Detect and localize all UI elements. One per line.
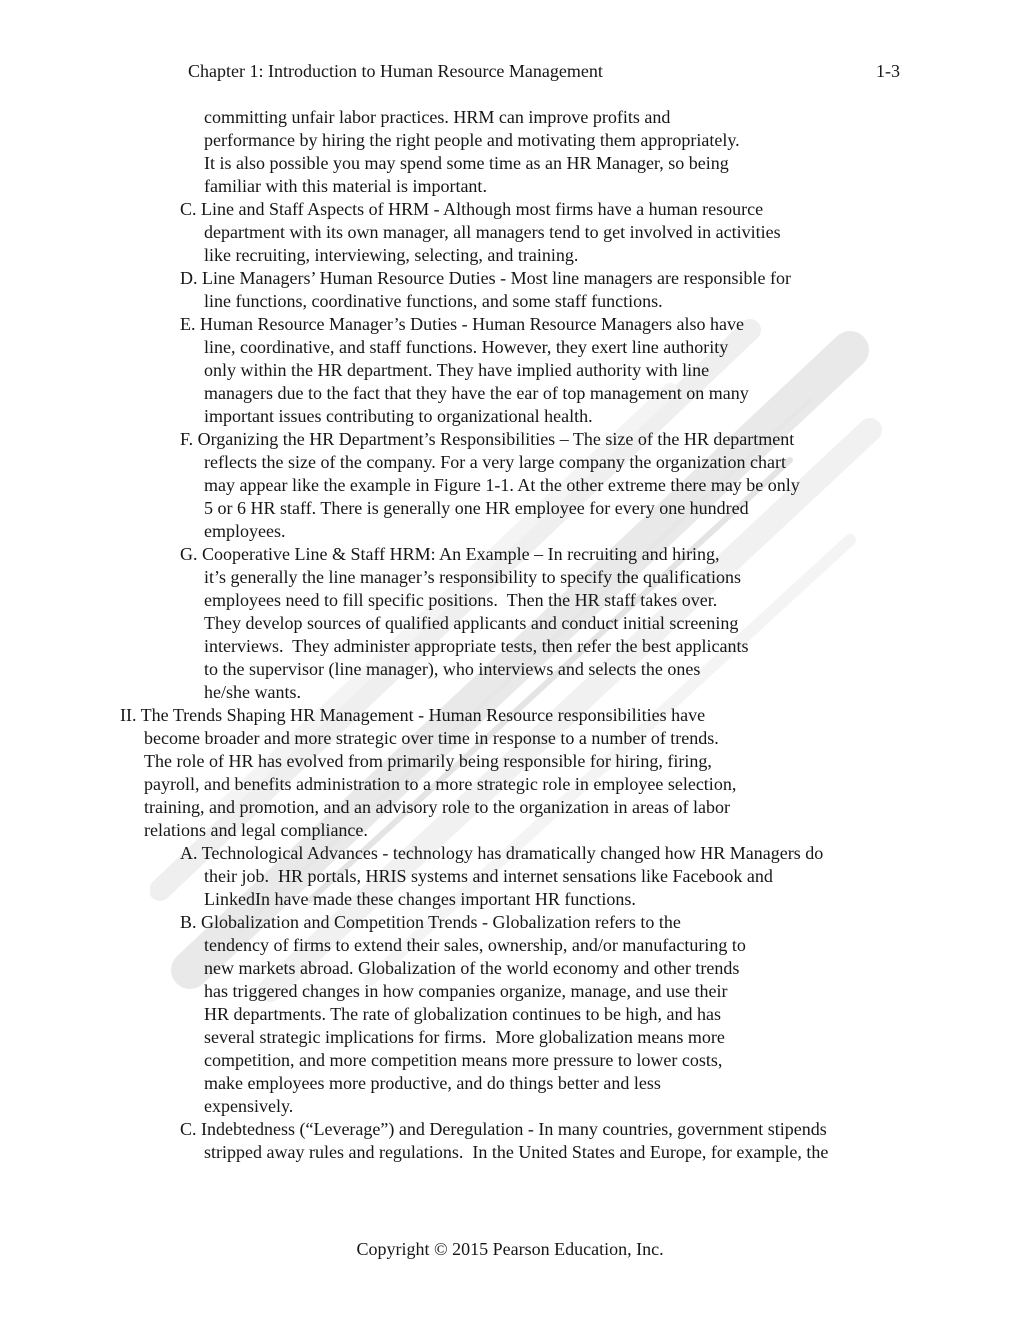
text-line: employees.: [204, 521, 286, 541]
text-line: like recruiting, interviewing, selecting, and training.: [204, 245, 579, 265]
text-line: D. Line Managers’ Human Resource Duties - Most line managers are responsible for: [180, 268, 791, 288]
text-line: B. Globalization and Competition Trends - Globalization refers to the: [180, 912, 681, 932]
text-line: it’s generally the line manager’s responsibility to specify the qualifications: [204, 567, 742, 587]
text-line: has triggered changes in how companies organize, manage, and use their: [204, 981, 728, 1001]
text-line: only within the HR department. They have implied authority with line: [204, 360, 710, 380]
text-line: line, coordinative, and staff functions. However, they exert line authority: [204, 337, 729, 357]
text-line: tendency of firms to extend their sales, ownership, and/or manufacturing to: [204, 935, 746, 955]
text-line: II. The Trends Shaping HR Management - Human Resource responsibilities have: [120, 705, 706, 725]
text-line: expensively.: [204, 1096, 294, 1116]
text-line: A. Technological Advances - technology has dramatically changed how HR Managers do: [180, 843, 824, 863]
text-line: familiar with this material is important.: [204, 176, 487, 196]
text-line: G. Cooperative Line & Staff HRM: An Example – In recruiting and hiring,: [180, 544, 720, 564]
text-line: C. Indebtedness (“Leverage”) and Deregulation - In many countries, government stipends: [180, 1119, 827, 1139]
text-line: payroll, and benefits administration to a more strategic role in employee selection,: [144, 774, 737, 794]
text-line: department with its own manager, all managers tend to get involved in activities: [204, 222, 781, 242]
text-line: their job. HR portals, HRIS systems and internet sensations like Facebook and: [204, 866, 773, 886]
text-line: may appear like the example in Figure 1-1. At the other extreme there may be only: [204, 475, 800, 495]
text-line: interviews. They administer appropriate tests, then refer the best applicants: [204, 636, 749, 656]
text-line: C. Line and Staff Aspects of HRM - Although most firms have a human resource: [180, 199, 764, 219]
text-line: committing unfair labor practices. HRM can improve profits and: [204, 107, 671, 127]
text-line: performance by hiring the right people and motivating them appropriately.: [204, 130, 740, 150]
text-line: relations and legal compliance.: [144, 820, 368, 840]
chapter-title: Chapter 1: Introduction to Human Resource Management: [188, 61, 603, 81]
text-line: become broader and more strategic over time in response to a number of trends.: [144, 728, 719, 748]
text-line: E. Human Resource Manager’s Duties - Human Resource Managers also have: [180, 314, 744, 334]
text-line: line functions, coordinative functions, and some staff functions.: [204, 291, 663, 311]
text-line: stripped away rules and regulations. In the United States and Europe, for example, the: [204, 1142, 829, 1162]
text-line: managers due to the fact that they have the ear of top management on many: [204, 383, 749, 403]
text-line: important issues contributing to organizational health.: [204, 406, 593, 426]
page-footer: [0, 1238, 1020, 1261]
text-line: new markets abroad. Globalization of the world economy and other trends: [204, 958, 740, 978]
text-line: he/she wants.: [204, 682, 301, 702]
copyright-notice: Copyright © 2015 Pearson Education, Inc.: [356, 1239, 664, 1259]
text-line: They develop sources of qualified applicants and conduct initial screening: [204, 613, 739, 633]
text-line: It is also possible you may spend some time as an HR Manager, so being: [204, 153, 729, 173]
text-line: F. Organizing the HR Department’s Responsibilities – The size of the HR department: [180, 429, 795, 449]
text-line: to the supervisor (line manager), who interviews and selects the ones: [204, 659, 701, 679]
text-line: training, and promotion, and an advisory role to the organization in areas of labor: [144, 797, 731, 817]
text-line: reflects the size of the company. For a very large company the organization chart: [204, 452, 786, 472]
text-line: 5 or 6 HR staff. There is generally one HR employee for every one hundred: [204, 498, 749, 518]
text-line: LinkedIn have made these changes important HR functions.: [204, 889, 636, 909]
text-line: competition, and more competition means more pressure to lower costs,: [204, 1050, 723, 1070]
text-line: employees need to fill specific positions. Then the HR staff takes over.: [204, 590, 718, 610]
text-line: several strategic implications for firms. More globalization means more: [204, 1027, 725, 1047]
page-number: 1-3: [876, 61, 900, 81]
text-line: The role of HR has evolved from primarily being responsible for hiring, firing,: [144, 751, 712, 771]
text-line: HR departments. The rate of globalization continues to be high, and has: [204, 1004, 722, 1024]
text-line: make employees more productive, and do things better and less: [204, 1073, 661, 1093]
